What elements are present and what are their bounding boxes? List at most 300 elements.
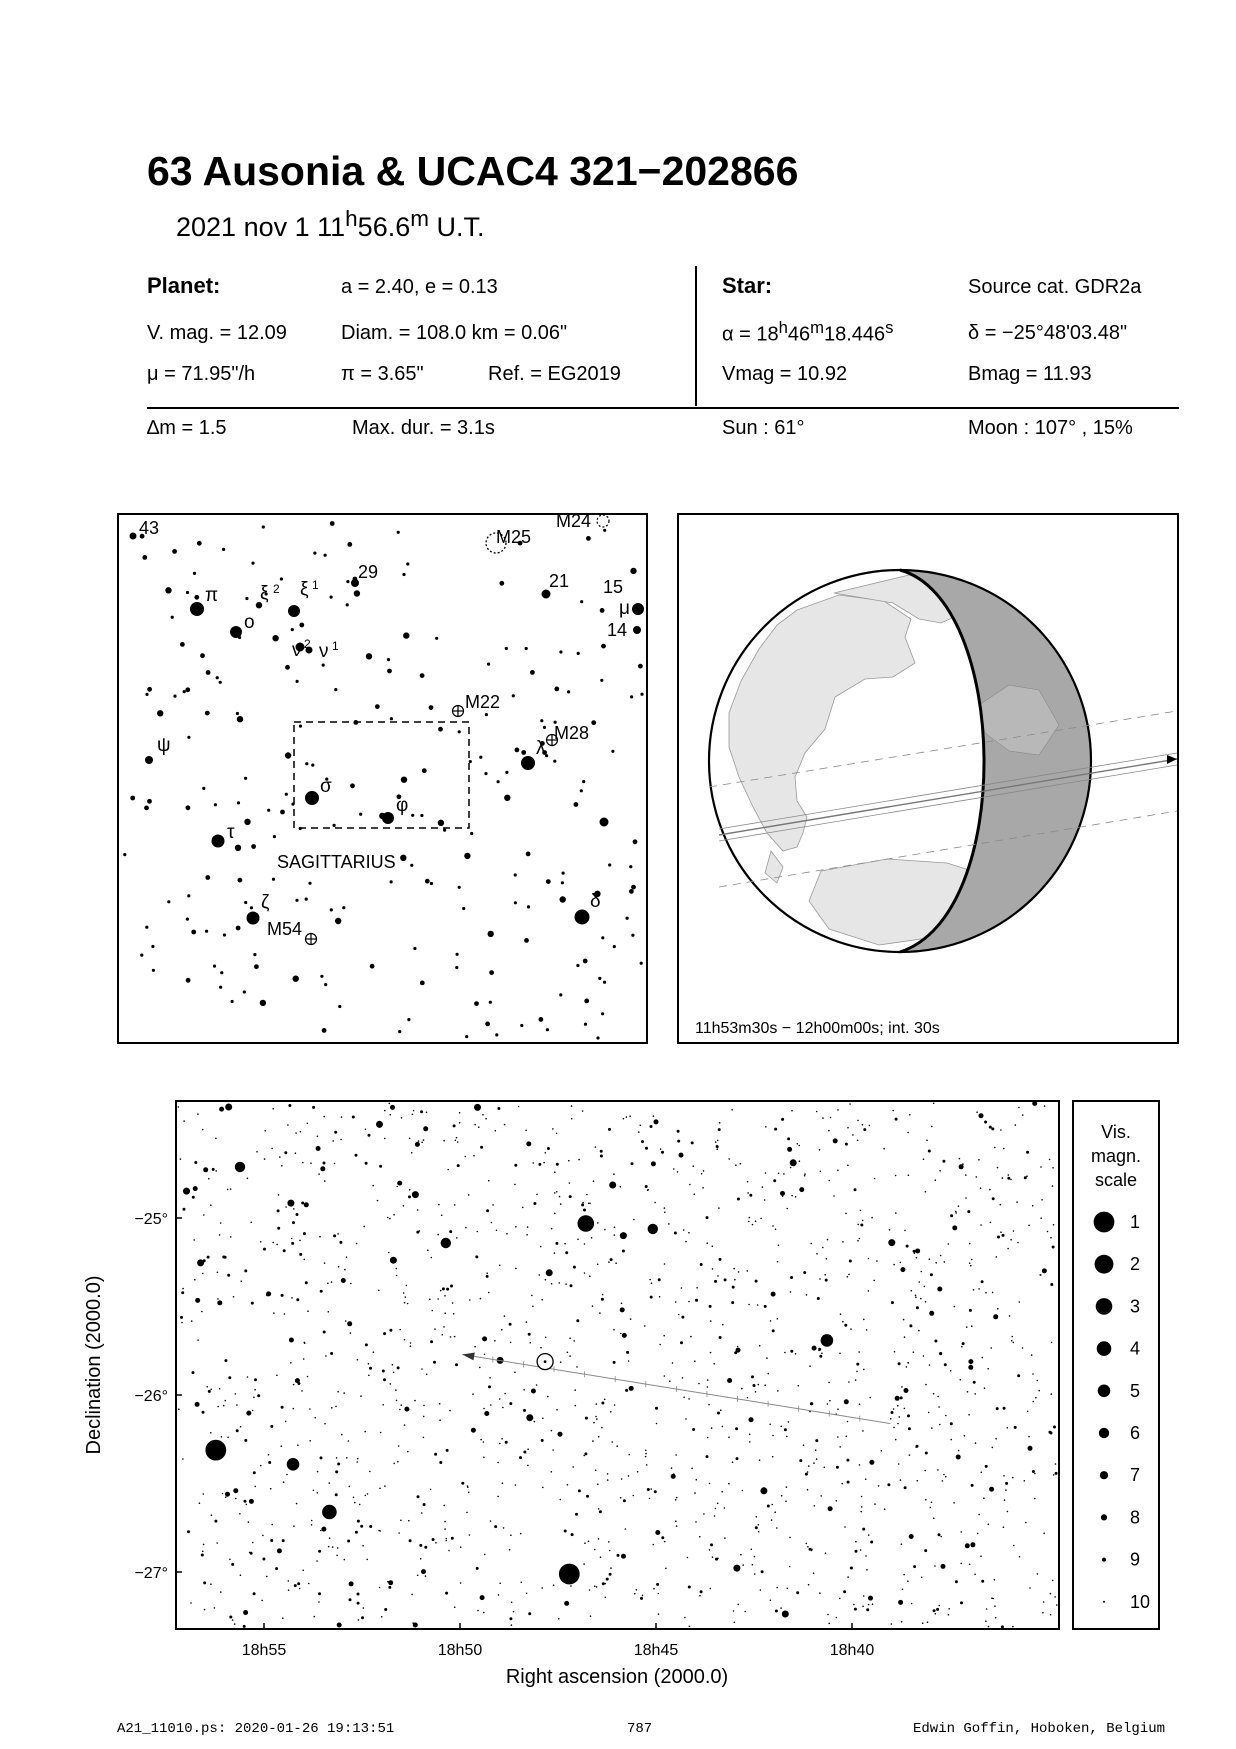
detail-field-star: [717, 1503, 719, 1505]
finder-field-star: [235, 845, 241, 851]
detail-field-star: [847, 1165, 849, 1167]
detail-field-star: [369, 1367, 372, 1370]
detail-field-star: [536, 1384, 538, 1386]
detail-field-star: [865, 1555, 867, 1557]
detail-field-star: [901, 1621, 903, 1623]
scale-dot: [1102, 1558, 1106, 1562]
detail-field-star: [214, 1520, 217, 1523]
detail-field-star: [414, 1400, 416, 1402]
detail-field-star: [480, 1595, 485, 1600]
detail-field-star: [923, 1158, 925, 1160]
ra-m-sup: m: [810, 318, 824, 337]
detail-field-star: [897, 1423, 899, 1425]
detail-field-star: [620, 1333, 622, 1335]
detail-field-star: [203, 1167, 208, 1172]
detail-field-star: [915, 1446, 917, 1448]
detail-field-star: [707, 1437, 709, 1439]
detail-field-star: [489, 1377, 491, 1379]
finder-star-43: [130, 533, 137, 540]
detail-field-star: [1016, 1201, 1018, 1203]
detail-field-star: [651, 1282, 653, 1284]
detail-field-star: [396, 1275, 398, 1277]
detail-field-star: [483, 1612, 485, 1614]
detail-field-star: [848, 1274, 850, 1276]
finder-field-star: [157, 710, 163, 716]
detail-field-star: [737, 1198, 740, 1201]
detail-field-star: [707, 1386, 709, 1388]
detail-field-star: [421, 1569, 426, 1574]
detail-field-star: [252, 1542, 254, 1544]
finder-field-star: [147, 687, 152, 692]
detail-field-star: [412, 1114, 414, 1116]
detail-field-star: [766, 1357, 768, 1359]
detail-field-star: [251, 1302, 254, 1305]
detail-field-star: [304, 1259, 306, 1261]
finder-label-m54: M54: [267, 919, 303, 939]
detail-field-star: [1052, 1580, 1054, 1582]
detail-field-star: [384, 1110, 386, 1112]
detail-field-star: [827, 1239, 829, 1241]
detail-field-star: [197, 1113, 199, 1115]
detail-field-star: [938, 1406, 940, 1408]
detail-field-star: [363, 1226, 365, 1228]
detail-field-star: [178, 1408, 180, 1410]
detail-field-star: [349, 1598, 352, 1601]
detail-field-star: [398, 1532, 400, 1534]
detail-field-star: [260, 1465, 262, 1467]
detail-field-star: [959, 1158, 961, 1160]
star-declination: δ = −25°48'03.48": [968, 322, 1128, 344]
detail-field-star: [410, 1345, 412, 1347]
detail-field-star: [217, 1298, 219, 1300]
detail-field-star: [933, 1518, 935, 1520]
detail-field-star: [1012, 1336, 1014, 1338]
detail-field-star: [449, 1230, 452, 1233]
ra-minutes: 46: [787, 323, 811, 346]
detail-field-star: [1010, 1239, 1012, 1241]
detail-field-star: [836, 1500, 838, 1502]
detail-field-star: [712, 1556, 714, 1558]
detail-field-star: [969, 1262, 971, 1264]
detail-field-star: [408, 1195, 411, 1198]
detail-field-star: [859, 1464, 861, 1466]
detail-field-star: [749, 1417, 754, 1422]
detail-field-star: [219, 1107, 224, 1112]
detail-field-star: [930, 1273, 933, 1276]
detail-field-star: [918, 1330, 920, 1332]
detail-field-star: [782, 1611, 789, 1618]
detail-field-star: [206, 1169, 208, 1171]
detail-field-star: [404, 1407, 409, 1412]
detail-field-star: [724, 1278, 727, 1281]
finder-star-field: [123, 521, 643, 1040]
detail-field-star: [293, 1525, 295, 1527]
finder-field-star: [465, 1035, 468, 1038]
detail-field-star: [421, 1142, 423, 1144]
detail-field-star: [502, 1482, 504, 1484]
detail-field-star: [1003, 1407, 1006, 1410]
detail-field-star: [323, 1162, 326, 1165]
scale-title-line3: scale: [1094, 1170, 1138, 1190]
detail-field-star: [868, 1604, 870, 1606]
detail-field-star: [389, 1103, 391, 1105]
detail-field-star: [588, 1541, 590, 1543]
detail-field-star: [997, 1236, 1000, 1239]
detail-field-star: [382, 1370, 385, 1373]
finder-field-star: [420, 981, 425, 986]
detail-field-star: [307, 1376, 309, 1378]
detail-field-star: [1018, 1107, 1020, 1109]
detail-field-star: [815, 1449, 817, 1451]
finder-field-star: [219, 986, 222, 989]
x-tick-18h40: 18h40: [829, 1642, 875, 1659]
detail-field-star: [839, 1598, 841, 1600]
detail-field-star: [839, 1353, 841, 1355]
detail-field-star: [352, 1116, 355, 1119]
finder-label-nu2-index: 2: [304, 637, 311, 651]
detail-field-star: [401, 1117, 403, 1119]
detail-field-star: [915, 1295, 917, 1297]
finder-field-star: [142, 555, 147, 560]
detail-field-star: [399, 1329, 401, 1331]
detail-field-star: [1028, 1225, 1030, 1227]
detail-field-star: [575, 1405, 577, 1407]
detail-field-star: [676, 1497, 678, 1499]
detail-field-star: [460, 1582, 462, 1584]
finder-label-m25: M25: [496, 527, 532, 547]
detail-field-star: [755, 1391, 757, 1393]
detail-field-star: [567, 1484, 569, 1486]
detail-field-star: [925, 1384, 927, 1386]
detail-field-star: [606, 1578, 609, 1581]
finder-field-star: [236, 926, 241, 931]
detail-field-star: [379, 1587, 381, 1589]
detail-field-star: [571, 1533, 574, 1536]
detail-field-star: [681, 1287, 683, 1289]
finder-field-star: [521, 750, 526, 755]
detail-field-star: [898, 1362, 901, 1365]
detail-field-star: [276, 1244, 278, 1246]
detail-field-star: [747, 1192, 749, 1194]
detail-field-star: [229, 1616, 232, 1619]
detail-field-star: [262, 1535, 264, 1537]
detail-field-star: [551, 1228, 553, 1230]
detail-field-star: [696, 1479, 698, 1481]
detail-field-star: [202, 1551, 204, 1553]
detail-field-star: [717, 1275, 719, 1277]
detail-field-star: [993, 1314, 998, 1319]
detail-field-star: [827, 1614, 829, 1616]
detail-field-star: [839, 1446, 841, 1448]
scale-label: 9: [1130, 1549, 1141, 1570]
detail-field-star: [986, 1608, 988, 1610]
detail-field-star: [991, 1127, 994, 1130]
detail-field-star: [803, 1444, 805, 1446]
detail-field-star: [567, 1352, 569, 1354]
finder-field-star: [366, 653, 372, 659]
detail-field-star: [752, 1224, 754, 1226]
detail-field-star: [1005, 1489, 1007, 1491]
finder-field-star: [425, 879, 430, 884]
finder-field-star: [185, 687, 190, 692]
detail-field-star: [675, 1520, 677, 1522]
detail-field-star: [965, 1174, 967, 1176]
detail-field-star: [904, 1336, 906, 1338]
finder-field-star: [285, 665, 290, 670]
detail-field-star: [244, 1439, 247, 1442]
detail-field-star: [908, 1427, 911, 1430]
finder-field-star: [354, 590, 360, 596]
detail-field-star: [1051, 1393, 1053, 1395]
detail-field-star: [675, 1499, 677, 1501]
detail-field-star: [893, 1408, 895, 1410]
detail-field-star: [360, 1395, 362, 1397]
detail-field-star: [572, 1466, 574, 1468]
detail-field-star: [625, 1528, 627, 1530]
detail-field-star: [967, 1210, 970, 1213]
finder-chart: [117, 513, 648, 1044]
detail-field-star: [1052, 1185, 1054, 1187]
bright-star-mark: [441, 1238, 451, 1248]
detail-field-star: [439, 1461, 442, 1464]
detail-field-star: [530, 1342, 532, 1344]
detail-field-star: [279, 1156, 281, 1158]
detail-field-star: [953, 1502, 955, 1504]
finder-field-star: [338, 1005, 341, 1008]
detail-field-star: [709, 1549, 711, 1551]
detail-field-star: [558, 1618, 560, 1620]
footer-author: Edwin Goffin, Hoboken, Belgium: [913, 1721, 1166, 1737]
detail-field-star: [244, 1269, 247, 1272]
detail-field-star: [698, 1383, 700, 1385]
detail-field-star: [317, 1136, 319, 1138]
finder-label-43: 43: [139, 518, 160, 538]
detail-field-star: [569, 1337, 571, 1339]
detail-field-star: [710, 1588, 712, 1590]
detail-field-star: [357, 1520, 360, 1523]
detail-field-star: [728, 1158, 730, 1160]
detail-field-star: [950, 1370, 952, 1372]
detail-field-star: [584, 1243, 586, 1245]
finder-field-star: [291, 628, 294, 631]
detail-field-star: [546, 1269, 553, 1276]
detail-field-star: [931, 1126, 933, 1128]
detail-field-star: [460, 1546, 462, 1548]
detail-field-star: [1007, 1177, 1010, 1180]
detail-field-star: [347, 1540, 350, 1543]
detail-field-star: [547, 1396, 549, 1398]
detail-field-star: [499, 1443, 501, 1445]
detail-field-star: [977, 1533, 979, 1535]
detail-field-star: [976, 1111, 978, 1113]
detail-field-star: [691, 1141, 694, 1144]
detail-field-star: [899, 1416, 901, 1418]
detail-field-star: [699, 1536, 701, 1538]
detail-field-star: [790, 1159, 797, 1166]
detail-field-star: [991, 1597, 993, 1599]
finder-field-star: [560, 896, 566, 902]
detail-field-star: [373, 1351, 375, 1353]
finder-star-tau: [212, 835, 225, 848]
detail-field-star: [911, 1290, 913, 1292]
detail-field-star: [717, 1412, 720, 1415]
detail-field-star: [558, 1282, 560, 1284]
detail-field-star: [731, 1109, 733, 1111]
detail-field-rectangle: [294, 722, 469, 828]
detail-field-star: [948, 1243, 950, 1245]
detail-field-star: [981, 1472, 983, 1474]
detail-field-star: [694, 1193, 696, 1195]
finder-field-star: [600, 679, 603, 682]
detail-field-star: [620, 1497, 622, 1499]
scale-label: 7: [1130, 1465, 1141, 1486]
detail-field-star: [413, 1110, 415, 1112]
detail-field-star: [836, 1617, 838, 1619]
detail-field-star: [935, 1613, 937, 1615]
detail-field-star: [1019, 1556, 1021, 1558]
detail-field-star: [994, 1147, 996, 1149]
detail-field-star: [569, 1182, 571, 1184]
detail-field-star: [975, 1442, 977, 1444]
detail-field-star: [997, 1308, 999, 1310]
detail-field-star: [282, 1617, 284, 1619]
detail-field-star: [417, 1209, 419, 1211]
detail-field-star: [302, 1570, 304, 1572]
detail-field-star: [372, 1185, 374, 1187]
detail-field-star: [285, 1421, 287, 1423]
detail-field-star: [1003, 1475, 1005, 1477]
detail-field-star: [409, 1189, 411, 1191]
detail-field-star: [1037, 1573, 1039, 1575]
detail-field-star: [330, 1352, 333, 1355]
detail-field-star: [700, 1263, 703, 1266]
detail-field-star: [541, 1439, 544, 1442]
detail-field-star: [417, 1575, 419, 1577]
detail-field-star: [820, 1495, 822, 1497]
detail-field-star: [796, 1591, 799, 1594]
detail-field-star: [501, 1438, 503, 1440]
detail-field-star: [497, 1107, 500, 1110]
detail-field-star: [281, 1165, 283, 1167]
detail-field-star: [859, 1238, 861, 1240]
detail-field-star: [861, 1506, 863, 1508]
detail-field-star: [825, 1279, 828, 1282]
finder-field-star: [334, 688, 337, 691]
detail-field-star: [863, 1128, 866, 1131]
detail-field-star: [584, 1452, 587, 1455]
max-duration: Max. dur. = 3.1s: [352, 417, 495, 439]
detail-field-star: [246, 1504, 248, 1506]
detail-field-star: [871, 1217, 873, 1219]
finder-field-star: [456, 953, 459, 956]
y-tick-minus26: −26°: [134, 1388, 168, 1405]
detail-field-star: [734, 1351, 737, 1354]
detail-field-star: [816, 1111, 818, 1113]
finder-field-star: [186, 805, 191, 810]
detail-field-star: [914, 1253, 916, 1255]
detail-field-star: [608, 1128, 611, 1131]
detail-field-star: [484, 1411, 489, 1416]
detail-field-star: [405, 1296, 407, 1298]
detail-field-star: [597, 1264, 599, 1266]
finder-label-29: 29: [358, 562, 379, 582]
detail-field-star: [907, 1414, 910, 1417]
detail-field-star: [216, 1542, 218, 1544]
detail-field-star: [364, 1431, 366, 1433]
detail-field-star: [412, 1191, 419, 1198]
y-tick-minus27: −27°: [134, 1565, 168, 1582]
detail-field-star: [291, 1297, 293, 1299]
detail-field-star: [751, 1549, 753, 1551]
detail-field-star: [866, 1569, 868, 1571]
detail-field-star: [355, 1154, 358, 1157]
detail-field-star: [483, 1457, 485, 1459]
detail-field-star: [564, 1601, 569, 1606]
finder-field-star: [586, 536, 591, 541]
detail-field-star: [553, 1584, 555, 1586]
detail-field-star: [741, 1388, 743, 1390]
detail-field-star: [868, 1596, 873, 1601]
detail-field-star: [182, 1288, 184, 1290]
finder-field-star: [411, 814, 414, 817]
detail-field-star: [985, 1292, 987, 1294]
detail-field-star: [907, 1580, 909, 1582]
detail-field-star: [847, 1481, 850, 1484]
detail-field-star: [357, 1458, 359, 1460]
detail-field-star: [421, 1368, 423, 1370]
minutes-text: 56.6: [357, 212, 411, 242]
detail-field-star: [707, 1379, 709, 1381]
detail-field-star: [847, 1421, 849, 1423]
detail-field-star: [713, 1363, 715, 1365]
detail-field-star: [646, 1464, 648, 1466]
detail-field-star: [904, 1388, 909, 1393]
detail-field-star: [749, 1194, 752, 1197]
detail-field-star: [180, 1158, 182, 1160]
detail-field-star: [527, 1465, 529, 1467]
star-source-catalog: Source cat. GDR2a: [968, 276, 1142, 298]
detail-field-star: [709, 1483, 711, 1485]
detail-field-star: [1000, 1231, 1002, 1233]
finder-field-star: [214, 803, 217, 806]
detail-field-star: [969, 1564, 971, 1566]
detail-field-star: [752, 1564, 754, 1566]
finder-field-star: [539, 1017, 544, 1022]
detail-field-star: [862, 1430, 864, 1432]
detail-field-star: [895, 1175, 897, 1177]
detail-field-star: [881, 1450, 883, 1452]
finder-field-star: [151, 945, 154, 948]
detail-field-star: [195, 1298, 200, 1303]
event-datetime: [176, 206, 485, 243]
detail-field-star: [358, 1619, 360, 1621]
detail-field-star: [254, 1378, 257, 1381]
detail-field-star: [748, 1221, 750, 1223]
detail-field-star: [425, 1575, 427, 1577]
detail-field-star: [399, 1409, 401, 1411]
detail-field-star: [521, 1582, 523, 1584]
detail-field-star: [790, 1167, 792, 1169]
detail-field-star: [589, 1275, 591, 1277]
detail-field-star: [1000, 1129, 1002, 1131]
detail-field-star: [799, 1187, 804, 1192]
detail-chart-svg: [177, 1102, 1058, 1628]
detail-field-star: [323, 1116, 325, 1118]
detail-field-star: [396, 1400, 398, 1402]
detail-field-star: [617, 1554, 620, 1557]
detail-field-star: [536, 1194, 538, 1196]
detail-field-star: [439, 1419, 441, 1421]
